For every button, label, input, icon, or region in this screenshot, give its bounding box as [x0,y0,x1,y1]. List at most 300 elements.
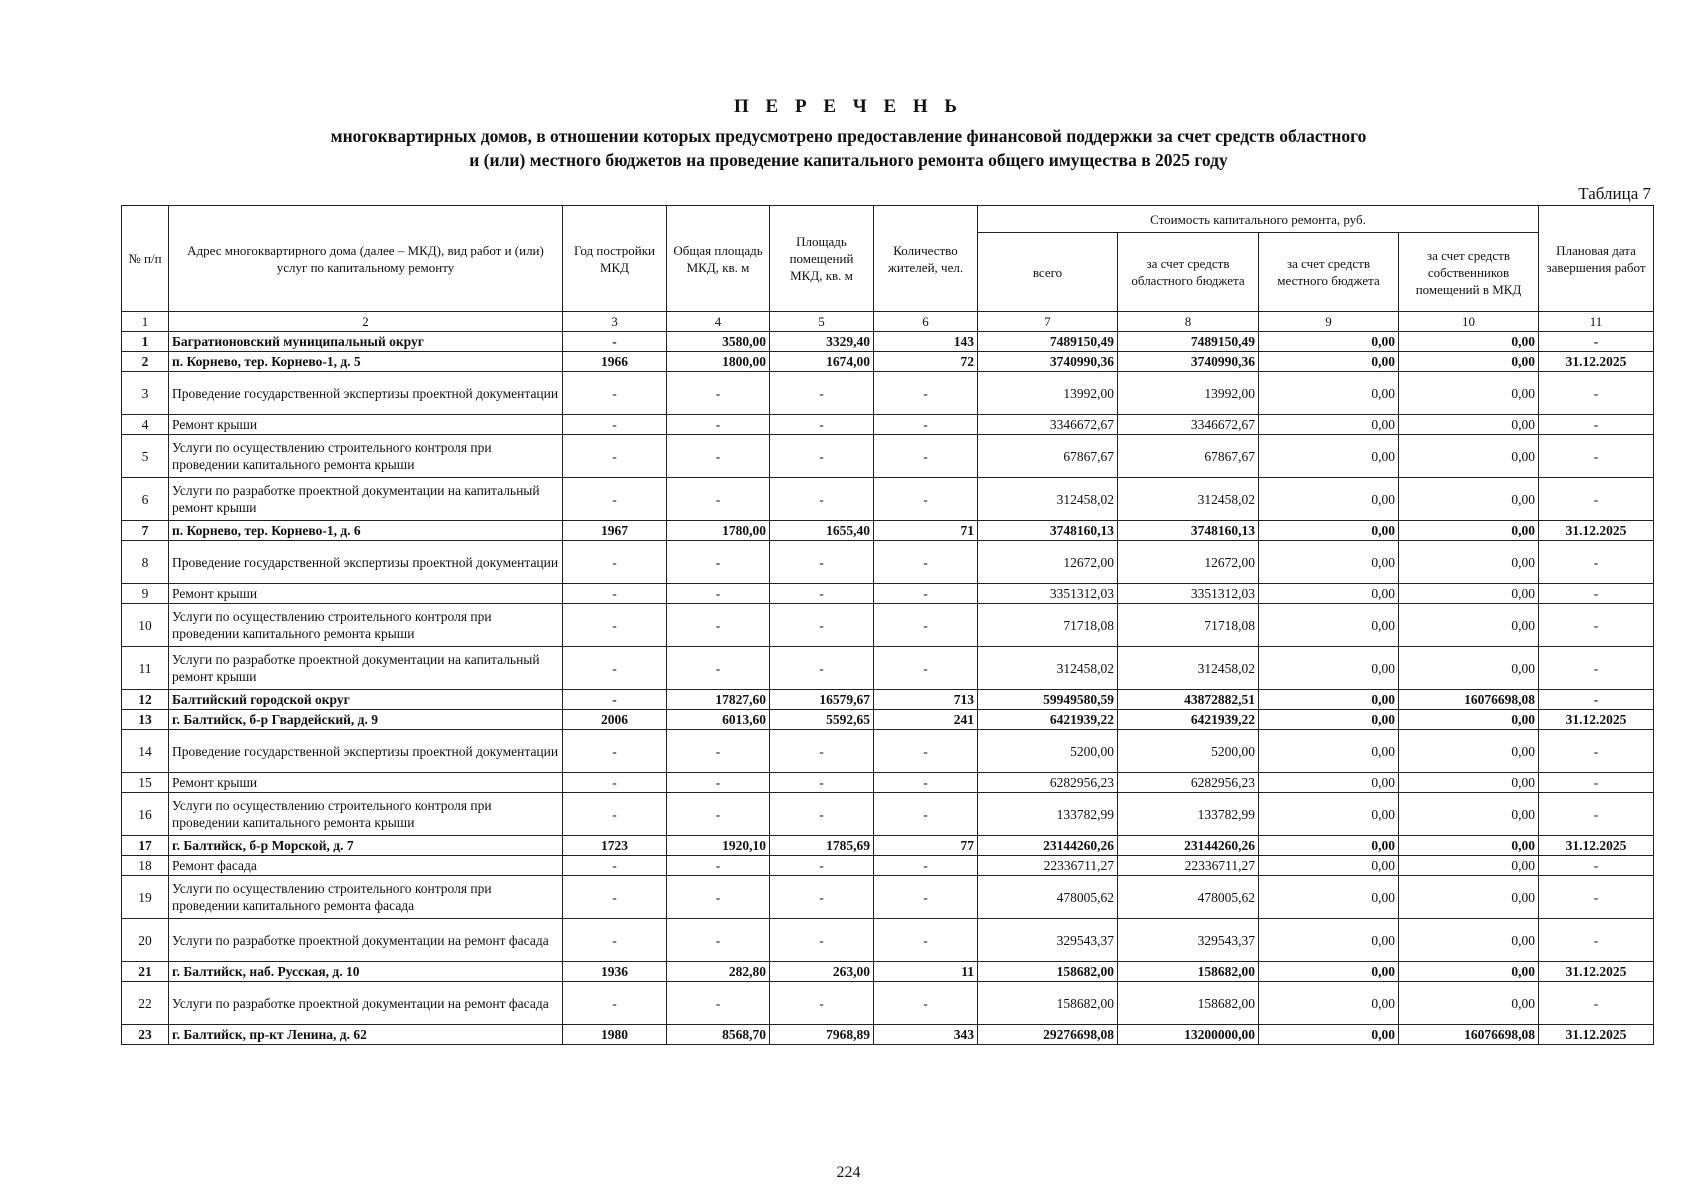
cell-row-number: 23 [122,1025,169,1045]
cell-address-or-work: Услуги по осуществлению строительного контроля при проведении капитального ремонта крыши [169,793,563,836]
cell-cost-regional: 158682,00 [1118,982,1259,1025]
cell-planned-date: 31.12.2025 [1539,710,1654,730]
table-row [122,435,1654,478]
cell-year: 2006 [563,710,667,730]
cell-address-or-work: п. Корнево, тер. Корнево-1, д. 5 [169,352,563,372]
cell-row-number: 3 [122,372,169,415]
cell-premises-area: 3329,40 [770,332,874,352]
cell-year: 1980 [563,1025,667,1045]
cell-premises-area: 7968,89 [770,1025,874,1045]
cell-total-area: 8568,70 [667,1025,770,1045]
header-cost-total: всего [978,233,1118,312]
cell-cost-regional: 43872882,51 [1118,690,1259,710]
table-row [122,690,1654,710]
document-title: П Е Р Е Ч Е Н Ь [734,96,963,117]
table-row [122,372,1654,415]
cell-year: - [563,372,667,415]
cell-premises-area: - [770,876,874,919]
cell-cost-total: 13992,00 [978,372,1118,415]
cell-total-area: 1800,00 [667,352,770,372]
cell-address-or-work: Ремонт крыши [169,415,563,435]
cell-cost-owners: 16076698,08 [1399,1025,1539,1045]
cell-total-area: - [667,856,770,876]
document-subtitle-line1: многоквартирных домов, в отношении которых предусмотрено предоставление финансовой поддержки за счет средств областного [330,126,1367,146]
header-cost-group: Стоимость капитального ремонта, руб. [978,206,1539,233]
column-number: 11 [1539,312,1654,332]
cell-planned-date: 31.12.2025 [1539,836,1654,856]
cell-cost-local: 0,00 [1259,584,1399,604]
cell-cost-regional: 13992,00 [1118,372,1259,415]
cell-address-or-work: Услуги по разработке проектной документации на ремонт фасада [169,982,563,1025]
cell-row-number: 22 [122,982,169,1025]
cell-row-number: 14 [122,730,169,773]
table-row [122,710,1654,730]
cell-row-number: 16 [122,793,169,836]
cell-residents: - [874,478,978,521]
cell-residents: 72 [874,352,978,372]
cell-cost-owners: 0,00 [1399,584,1539,604]
cell-planned-date: - [1539,541,1654,584]
cell-cost-owners: 0,00 [1399,793,1539,836]
cell-cost-local: 0,00 [1259,1025,1399,1045]
cell-cost-local: 0,00 [1259,372,1399,415]
cell-cost-total: 158682,00 [978,982,1118,1025]
cell-cost-total: 59949580,59 [978,690,1118,710]
cell-address-or-work: г. Балтийск, наб. Русская, д. 10 [169,962,563,982]
cell-residents: - [874,647,978,690]
cell-residents: - [874,793,978,836]
cell-premises-area: - [770,730,874,773]
cell-address-or-work: Услуги по осуществлению строительного контроля при проведении капитального ремонта крыши [169,435,563,478]
cell-planned-date: - [1539,730,1654,773]
cell-planned-date: - [1539,876,1654,919]
cell-total-area: - [667,604,770,647]
cell-total-area: - [667,773,770,793]
cell-cost-local: 0,00 [1259,710,1399,730]
cell-cost-total: 67867,67 [978,435,1118,478]
cell-cost-regional: 3351312,03 [1118,584,1259,604]
cell-total-area: - [667,919,770,962]
cell-cost-owners: 0,00 [1399,352,1539,372]
cell-cost-total: 133782,99 [978,793,1118,836]
header-planned-date: Плановая дата завершения работ [1539,206,1654,312]
cell-premises-area: 1785,69 [770,836,874,856]
cell-total-area: 17827,60 [667,690,770,710]
cell-premises-area: - [770,647,874,690]
cell-cost-owners: 16076698,08 [1399,690,1539,710]
cell-row-number: 2 [122,352,169,372]
table-header [122,206,1654,332]
cell-premises-area: - [770,773,874,793]
cell-cost-total: 12672,00 [978,541,1118,584]
cell-cost-owners: 0,00 [1399,372,1539,415]
cell-year: 1967 [563,521,667,541]
cell-residents: 241 [874,710,978,730]
cell-cost-total: 6282956,23 [978,773,1118,793]
table-row [122,919,1654,962]
table-row [122,836,1654,856]
cell-address-or-work: Услуги по разработке проектной документации на капитальный ремонт крыши [169,478,563,521]
cell-year: - [563,690,667,710]
cell-row-number: 15 [122,773,169,793]
cell-total-area: - [667,793,770,836]
cell-address-or-work: г. Балтийск, пр-кт Ленина, д. 62 [169,1025,563,1045]
document-title-block [0,96,1697,172]
cell-planned-date: - [1539,793,1654,836]
cell-year: 1723 [563,836,667,856]
cell-cost-total: 158682,00 [978,962,1118,982]
cell-cost-total: 3351312,03 [978,584,1118,604]
cell-cost-total: 22336711,27 [978,856,1118,876]
cell-total-area: - [667,730,770,773]
cell-premises-area: - [770,435,874,478]
buildings-table [121,205,1654,1045]
cell-cost-local: 0,00 [1259,435,1399,478]
cell-year: 1936 [563,962,667,982]
cell-cost-total: 5200,00 [978,730,1118,773]
cell-cost-total: 3346672,67 [978,415,1118,435]
cell-cost-local: 0,00 [1259,773,1399,793]
cell-cost-owners: 0,00 [1399,435,1539,478]
column-number: 5 [770,312,874,332]
cell-residents: 713 [874,690,978,710]
cell-premises-area: - [770,856,874,876]
cell-year: 1966 [563,352,667,372]
cell-year: - [563,415,667,435]
cell-residents: 343 [874,1025,978,1045]
cell-cost-regional: 22336711,27 [1118,856,1259,876]
cell-row-number: 13 [122,710,169,730]
column-number: 2 [169,312,563,332]
table-row [122,415,1654,435]
cell-cost-regional: 71718,08 [1118,604,1259,647]
cell-total-area: - [667,982,770,1025]
header-year: Год постройки МКД [563,206,667,312]
cell-cost-total: 3748160,13 [978,521,1118,541]
cell-row-number: 8 [122,541,169,584]
table-row [122,730,1654,773]
cell-year: - [563,856,667,876]
cell-cost-total: 71718,08 [978,604,1118,647]
cell-total-area: - [667,435,770,478]
cell-address-or-work: г. Балтийск, б-р Гвардейский, д. 9 [169,710,563,730]
cell-planned-date: - [1539,584,1654,604]
cell-planned-date: - [1539,478,1654,521]
cell-cost-regional: 6421939,22 [1118,710,1259,730]
cell-premises-area: 1674,00 [770,352,874,372]
cell-total-area: - [667,647,770,690]
cell-cost-regional: 13200000,00 [1118,1025,1259,1045]
cell-planned-date: 31.12.2025 [1539,352,1654,372]
cell-cost-total: 478005,62 [978,876,1118,919]
cell-cost-owners: 0,00 [1399,710,1539,730]
column-number: 7 [978,312,1118,332]
column-number: 3 [563,312,667,332]
column-number: 10 [1399,312,1539,332]
table-row [122,584,1654,604]
cell-row-number: 18 [122,856,169,876]
cell-residents: 77 [874,836,978,856]
header-address: Адрес многоквартирного дома (далее – МКД), вид работ и (или) услуг по капитальному ремонту [169,206,563,312]
table-row [122,856,1654,876]
cell-total-area: - [667,372,770,415]
cell-address-or-work: Услуги по разработке проектной документации на ремонт фасада [169,919,563,962]
cell-cost-local: 0,00 [1259,962,1399,982]
cell-address-or-work: Багратионовский муниципальный округ [169,332,563,352]
cell-planned-date: - [1539,856,1654,876]
cell-cost-owners: 0,00 [1399,541,1539,584]
table-row [122,982,1654,1025]
table-row [122,1025,1654,1045]
cell-premises-area: - [770,584,874,604]
column-number: 6 [874,312,978,332]
cell-year: - [563,647,667,690]
cell-cost-owners: 0,00 [1399,982,1539,1025]
cell-cost-total: 6421939,22 [978,710,1118,730]
cell-residents: - [874,372,978,415]
cell-planned-date: - [1539,372,1654,415]
cell-cost-local: 0,00 [1259,352,1399,372]
cell-planned-date: - [1539,919,1654,962]
cell-year: - [563,604,667,647]
cell-address-or-work: Проведение государственной экспертизы проектной документации [169,541,563,584]
table-body [122,332,1654,1045]
cell-premises-area: 263,00 [770,962,874,982]
cell-row-number: 9 [122,584,169,604]
table-row [122,521,1654,541]
cell-cost-local: 0,00 [1259,919,1399,962]
cell-total-area: 1780,00 [667,521,770,541]
cell-total-area: - [667,584,770,604]
cell-residents: - [874,415,978,435]
cell-total-area: 6013,60 [667,710,770,730]
cell-residents: - [874,876,978,919]
cell-cost-regional: 133782,99 [1118,793,1259,836]
cell-cost-local: 0,00 [1259,478,1399,521]
cell-cost-local: 0,00 [1259,982,1399,1025]
cell-cost-owners: 0,00 [1399,919,1539,962]
cell-total-area: 1920,10 [667,836,770,856]
column-number-row [122,312,1654,332]
cell-cost-local: 0,00 [1259,541,1399,584]
cell-cost-local: 0,00 [1259,836,1399,856]
column-number: 1 [122,312,169,332]
cell-year: - [563,584,667,604]
cell-cost-owners: 0,00 [1399,415,1539,435]
cell-row-number: 12 [122,690,169,710]
cell-cost-owners: 0,00 [1399,332,1539,352]
cell-year: - [563,730,667,773]
cell-year: - [563,541,667,584]
cell-residents: - [874,730,978,773]
cell-planned-date: - [1539,415,1654,435]
cell-cost-total: 312458,02 [978,647,1118,690]
cell-residents: - [874,435,978,478]
cell-cost-local: 0,00 [1259,856,1399,876]
cell-cost-regional: 478005,62 [1118,876,1259,919]
cell-cost-local: 0,00 [1259,793,1399,836]
cell-premises-area: - [770,478,874,521]
cell-cost-total: 7489150,49 [978,332,1118,352]
cell-address-or-work: Ремонт крыши [169,584,563,604]
cell-row-number: 20 [122,919,169,962]
cell-row-number: 5 [122,435,169,478]
cell-planned-date: 31.12.2025 [1539,521,1654,541]
cell-total-area: - [667,415,770,435]
cell-year: - [563,478,667,521]
table-row [122,876,1654,919]
header-cost-owners: за счет средств собственников помещений в МКД [1399,233,1539,312]
cell-residents: 143 [874,332,978,352]
cell-cost-local: 0,00 [1259,521,1399,541]
cell-premises-area: - [770,604,874,647]
cell-cost-local: 0,00 [1259,647,1399,690]
cell-cost-local: 0,00 [1259,690,1399,710]
cell-residents: - [874,584,978,604]
table-label: Таблица 7 [1578,184,1651,203]
cell-cost-regional: 329543,37 [1118,919,1259,962]
header-cost-regional: за счет средств областного бюджета [1118,233,1259,312]
cell-residents: 71 [874,521,978,541]
cell-total-area: 3580,00 [667,332,770,352]
cell-year: - [563,793,667,836]
cell-address-or-work: Ремонт фасада [169,856,563,876]
table-row [122,478,1654,521]
header-total-area: Общая площадь МКД, кв. м [667,206,770,312]
cell-year: - [563,919,667,962]
cell-address-or-work: Ремонт крыши [169,773,563,793]
cell-address-or-work: Проведение государственной экспертизы проектной документации [169,730,563,773]
cell-cost-regional: 7489150,49 [1118,332,1259,352]
cell-cost-owners: 0,00 [1399,521,1539,541]
cell-cost-regional: 5200,00 [1118,730,1259,773]
cell-cost-regional: 3740990,36 [1118,352,1259,372]
cell-cost-regional: 6282956,23 [1118,773,1259,793]
cell-premises-area: - [770,541,874,584]
cell-premises-area: 16579,67 [770,690,874,710]
cell-residents: - [874,541,978,584]
table-row [122,962,1654,982]
cell-residents: - [874,773,978,793]
header-cost-local: за счет средств местного бюджета [1259,233,1399,312]
cell-total-area: 282,80 [667,962,770,982]
table-row [122,773,1654,793]
cell-cost-total: 3740990,36 [978,352,1118,372]
table-row [122,541,1654,584]
cell-cost-owners: 0,00 [1399,604,1539,647]
cell-cost-local: 0,00 [1259,332,1399,352]
cell-premises-area: - [770,415,874,435]
cell-cost-regional: 3748160,13 [1118,521,1259,541]
cell-row-number: 11 [122,647,169,690]
cell-cost-total: 312458,02 [978,478,1118,521]
column-number: 4 [667,312,770,332]
cell-cost-regional: 12672,00 [1118,541,1259,584]
cell-cost-regional: 3346672,67 [1118,415,1259,435]
cell-cost-owners: 0,00 [1399,730,1539,773]
cell-total-area: - [667,478,770,521]
cell-total-area: - [667,541,770,584]
table-row [122,604,1654,647]
cell-cost-regional: 312458,02 [1118,647,1259,690]
table-row [122,647,1654,690]
cell-residents: - [874,919,978,962]
cell-row-number: 10 [122,604,169,647]
cell-row-number: 1 [122,332,169,352]
cell-row-number: 17 [122,836,169,856]
cell-residents: - [874,856,978,876]
cell-address-or-work: Услуги по осуществлению строительного контроля при проведении капитального ремонта фасада [169,876,563,919]
table-row [122,793,1654,836]
cell-premises-area: - [770,372,874,415]
cell-planned-date: - [1539,982,1654,1025]
cell-address-or-work: Проведение государственной экспертизы проектной документации [169,372,563,415]
cell-year: - [563,435,667,478]
cell-planned-date: - [1539,690,1654,710]
cell-residents: - [874,604,978,647]
cell-address-or-work: г. Балтийск, б-р Морской, д. 7 [169,836,563,856]
cell-cost-local: 0,00 [1259,604,1399,647]
cell-cost-total: 329543,37 [978,919,1118,962]
cell-premises-area: 1655,40 [770,521,874,541]
cell-address-or-work: Услуги по разработке проектной документации на капитальный ремонт крыши [169,647,563,690]
cell-address-or-work: п. Корнево, тер. Корнево-1, д. 6 [169,521,563,541]
cell-cost-owners: 0,00 [1399,836,1539,856]
cell-residents: - [874,982,978,1025]
cell-cost-regional: 23144260,26 [1118,836,1259,856]
cell-planned-date: 31.12.2025 [1539,962,1654,982]
cell-row-number: 4 [122,415,169,435]
page-number: 224 [836,1164,861,1181]
cell-cost-local: 0,00 [1259,876,1399,919]
cell-residents: 11 [874,962,978,982]
cell-cost-local: 0,00 [1259,415,1399,435]
cell-cost-regional: 158682,00 [1118,962,1259,982]
cell-cost-owners: 0,00 [1399,773,1539,793]
cell-premises-area: - [770,982,874,1025]
cell-year: - [563,982,667,1025]
cell-cost-total: 23144260,26 [978,836,1118,856]
cell-year: - [563,773,667,793]
cell-cost-total: 29276698,08 [978,1025,1118,1045]
header-num: № п/п [122,206,169,312]
cell-address-or-work: Услуги по осуществлению строительного контроля при проведении капитального ремонта крыши [169,604,563,647]
cell-row-number: 19 [122,876,169,919]
cell-row-number: 6 [122,478,169,521]
header-premises-area: Площадь помещений МКД, кв. м [770,206,874,312]
cell-row-number: 21 [122,962,169,982]
cell-planned-date: - [1539,647,1654,690]
cell-premises-area: - [770,793,874,836]
cell-address-or-work: Балтийский городской округ [169,690,563,710]
table-row [122,352,1654,372]
cell-total-area: - [667,876,770,919]
cell-cost-owners: 0,00 [1399,647,1539,690]
cell-premises-area: - [770,919,874,962]
column-number: 8 [1118,312,1259,332]
document-subtitle-line2: и (или) местного бюджетов на проведение капитального ремонта общего имущества в 2025 году [469,150,1228,170]
cell-cost-owners: 0,00 [1399,876,1539,919]
cell-year: - [563,332,667,352]
cell-cost-owners: 0,00 [1399,962,1539,982]
column-number: 9 [1259,312,1399,332]
cell-premises-area: 5592,65 [770,710,874,730]
cell-planned-date: - [1539,604,1654,647]
header-residents: Количество жителей, чел. [874,206,978,312]
cell-planned-date: - [1539,773,1654,793]
cell-planned-date: - [1539,435,1654,478]
table-row [122,332,1654,352]
